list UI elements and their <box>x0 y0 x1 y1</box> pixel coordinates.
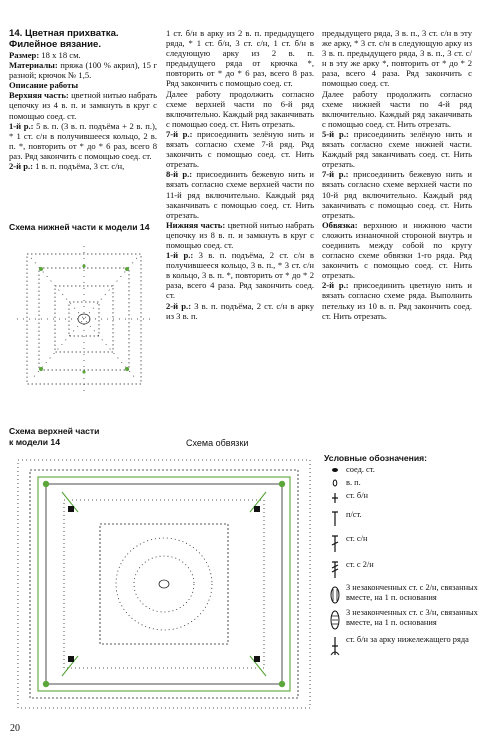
model-title: 14. Цветная прихватка. <box>9 28 119 39</box>
row7-label: 7-й р.: <box>166 128 193 139</box>
edging-label: Обвязка: <box>322 219 358 230</box>
model-subtitle: Филейное вязание. <box>9 39 101 50</box>
row2-text: 3 в. п. подъёма, 2 ст. с/н в арку из 3 в. п. <box>166 300 314 321</box>
legend-item-text: ст. б/н <box>346 491 369 500</box>
row1-text: 3 в. п. подъёма, 2 ст. с/н в получившееся кольцо, 3 в. п., * 3 ст. с/н в кольцо, 3 в. п. *, повторить от * до * 2 раза, всего 4 раза. Ряд закончить соед. ст. <box>166 250 314 301</box>
legend-title: Условные обозначения: <box>324 453 427 463</box>
dc3tog-icon <box>324 583 346 605</box>
legend-item-text: ст. б/н за арку нижележащего ряда <box>346 635 469 644</box>
top-scheme-caption-line2: к модели 14 <box>9 437 60 447</box>
top-part-label: Верхняя часть: <box>9 90 69 101</box>
legend-item <box>324 608 494 632</box>
size-value: 18 х 18 см. <box>39 50 81 60</box>
row7-label: 7-й р.: <box>322 169 349 180</box>
chain-stitch-icon <box>324 478 346 488</box>
row7-text: присоединить зелёную нить и вязать согласно схеме 7-й ряд. Ряд закончить с помощью соед. ст. Нить отрезать. <box>166 128 314 170</box>
row1-text: 5 в. п. (3 в. п. подъёма + 2 в. п.), * 1 ст. с/н в получившееся кольцо, 2 в. п. *, повторить от * до * 6 раз, всего 8 раз. Ряд закончить с помощью соед. ст. <box>9 120 157 161</box>
row5-label: 5-й р.: <box>322 128 349 139</box>
legend-item <box>324 510 494 528</box>
double-crochet-icon <box>324 534 346 554</box>
row2-label: 2-й р.: <box>9 161 34 172</box>
text-column-2 <box>166 28 314 321</box>
edging-scheme-caption: Схема обвязки <box>186 438 249 448</box>
legend-item-text: 3 незаконченных ст. с 3/н, связанных вместе, на 1 п. основания <box>346 608 478 627</box>
row1-label: 1-й р.: <box>166 250 194 261</box>
row1-label: 1-й р.: <box>9 120 34 131</box>
legend-item <box>324 560 494 580</box>
edging-row2-text: присоединить цветную нить и вязать согласно схеме ряда. Выполнить петельку из 10 в. п. Ряд закончить соед. ст. Нить отрезать. <box>322 280 472 321</box>
row8-label: 8-й р.: <box>166 169 193 180</box>
legend-item-text: в. п. <box>346 478 361 487</box>
bottom-part-label: Нижняя часть: <box>166 219 226 230</box>
treble-crochet-icon <box>324 560 346 580</box>
legend-item-text: ст. с 2/н <box>346 560 374 569</box>
row2-text: 1 в. п. подъёма, 3 ст. с/н, <box>33 161 125 172</box>
text-column-1 <box>9 28 157 171</box>
half-double-crochet-icon <box>324 510 346 528</box>
legend-item <box>324 478 494 488</box>
legend-item <box>324 635 494 657</box>
row5-text: присоединить зелёную нить и вязать согласно схеме нижней части. Каждый ряд заканчивать соед. ст. Нить отрезать. <box>322 128 472 170</box>
row2-label: 2-й р.: <box>166 300 192 311</box>
top-part-text: цветной нитью набрать цепочку из 4 в. п. и замкнуть в круг с помощью соед. ст. <box>9 90 157 121</box>
edging-text: верхнюю и нижнюю части сложить изнаночной стороной внутрь и соединить между собой по кругу согласно схеме обвязки 1-го ряда. Ряд закончить с помощью соед. ст. Нить отрезать. <box>322 219 472 281</box>
paragraph: предыдущего ряда, 3 в. п., 3 ст. с/н в эту же арку, * 3 ст. с/н в следующую арку из 3 в. п. предыдущего ряда, 3 в. п., 3 ст. с/н в эту же арку *, повторить от * до * 2 раза, всего 4 раза. Ряд закончить с помощью соед. ст. <box>322 28 472 89</box>
paragraph: 1 ст. б/н в арку из 2 в. п. предыдущего ряда, * 1 ст. б/н, 3 ст. с/н, 1 ст. б/н в следующую арку из 2 в. п. предыдущего ряда от крючка *, повторить от * до * 6 раз, всего 8 раз. Ряд закончить с помощью соед. ст. <box>166 28 314 89</box>
legend-item <box>324 491 494 505</box>
work-title: Описание работы <box>9 80 79 91</box>
legend-item <box>324 465 494 475</box>
materials-label: Материалы: <box>9 60 58 71</box>
materials-value: пряжа (100 % акрил), 15 г разной; крючок № 1,5. <box>9 60 157 81</box>
legend-item-text: 3 незаконченных ст. с 2/н, связанных вместе, на 1 п. основания <box>346 583 478 602</box>
sc-around-arch-icon <box>324 635 346 657</box>
slip-stitch-icon <box>324 465 346 475</box>
edging-row2-label: 2-й р.: <box>322 280 349 291</box>
paragraph: Далее работу продолжить согласно схеме нижней части по 4-й ряд включительно. Каждый ряд заканчивать с помощью соед. ст. Нить отрезать. <box>322 88 472 129</box>
legend-item-text: ст. с/н <box>346 534 368 543</box>
legend-item-text: п/ст. <box>346 510 362 519</box>
bottom-scheme-caption: Схема нижней части к модели 14 <box>9 222 150 232</box>
size-label: Размер: <box>9 50 40 60</box>
bottom-part-scheme <box>11 236 157 402</box>
tr3tog-icon <box>324 608 346 632</box>
legend <box>324 453 494 660</box>
row7-text: присоединить бежевую нить и вязать согласно схеме верхней части по 10-й ряд включительно. Каждый ряд заканчивать с помощью соед. ст. Нить отрезать. <box>322 169 472 220</box>
legend-item <box>324 534 494 554</box>
top-scheme-caption-line1: Схема верхней части <box>9 426 100 436</box>
row8-text: присоединить бежевую нить и вязать согласно схеме верхней части по 11-й ряд включительно. Каждый ряд заканчивать с помощью соед. ст. Нить отрезать. <box>166 169 314 220</box>
legend-item <box>324 583 494 605</box>
text-column-3 <box>322 28 472 321</box>
legend-item-text: соед. ст. <box>346 465 375 474</box>
bottom-part-text: цветной нитью набрать цепочку из 8 в. п. и замкнуть в круг с помощью соед. ст. <box>166 219 314 250</box>
page-number: 20 <box>10 723 20 734</box>
top-part-scheme <box>8 452 320 716</box>
single-crochet-icon <box>324 491 346 505</box>
paragraph: Далее работу продолжить согласно схеме верхней части по 6-й ряд включительно. Каждый ряд заканчивать с помощью соед. ст. Нить отрезать. <box>166 88 314 129</box>
